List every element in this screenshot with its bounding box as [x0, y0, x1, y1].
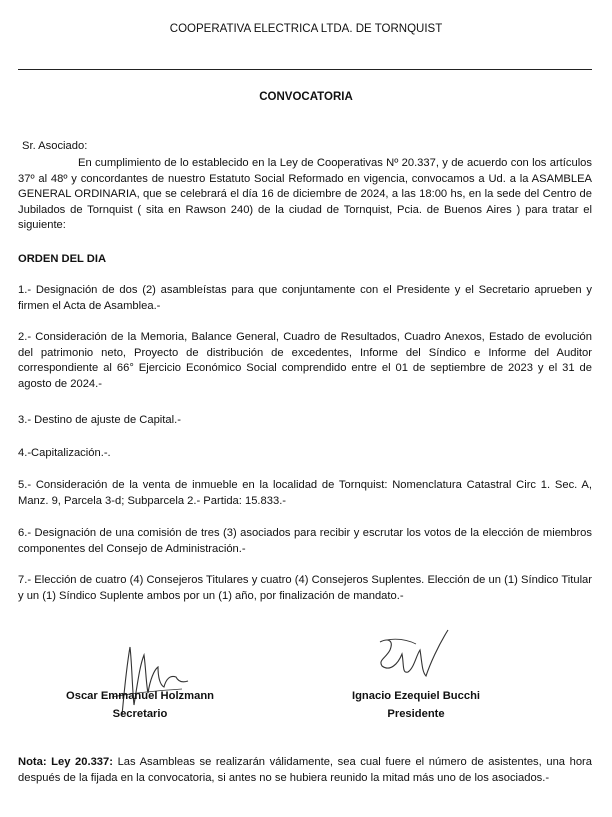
president-role: Presidente — [387, 708, 445, 720]
header-divider — [18, 69, 592, 70]
document-title: CONVOCATORIA — [259, 91, 353, 103]
secretary-role: Secretario — [112, 708, 168, 720]
agenda-item-2: 2.- Consideración de la Memoria, Balance General, Cuadro de Resultados, Cuadro Anexos, Estado de evolución del patrimonio neto, Proyecto de distribución de excedentes, Informe del Síndico e Informe del Auditor correspondiente al 66° Ejercicio Económico Social comprendido entre el 01 de septiembre de 2023 y el 31 de agosto de 2024.- — [18, 331, 592, 390]
salutation: Sr. Asociado: — [22, 140, 88, 152]
legal-note-text: Las Asambleas se realizarán válidamente, sea cual fuere el número de asistentes, una hora después de la fijada en la convocatoria, si antes no se hubiera reunido la mitad más uno de los asociados.- — [18, 756, 592, 784]
agenda-item-6: 6.- Designación de una comisión de tres (3) asociados para recibir y escrutar los votos de la elección de miembros componentes del Consejo de Administración.- — [18, 527, 592, 555]
agenda-item-7: 7.- Elección de cuatro (4) Consejeros Titulares y cuatro (4) Consejeros Suplentes. Elección de un (1) Síndico Titular y un (1) Síndico Suplente ambos por un (1) año, por finalización de mandato.- — [18, 574, 592, 602]
secretary-name: Oscar Emmanuel Holzmann — [66, 690, 214, 702]
president-signature-image — [368, 620, 458, 700]
agenda-title: ORDEN DEL DIA — [18, 253, 107, 265]
legal-note-label: Nota: Ley 20.337: — [18, 756, 113, 768]
agenda-item-5: 5.- Consideración de la venta de inmueble en la localidad de Tornquist: Nomenclatura Catastral Circ 1. Sec. A, Manz. 9, Parcela 3-d; Subparcela 2.- Partida: 15.833.- — [18, 479, 592, 507]
organization-header: COOPERATIVA ELECTRICA LTDA. DE TORNQUIST — [169, 23, 443, 35]
legal-note — [18, 755, 592, 786]
president-name: Ignacio Ezequiel Bucchi — [351, 690, 481, 702]
intro-paragraph — [18, 156, 592, 234]
agenda-item-3: 3.- Destino de ajuste de Capital.- — [18, 414, 181, 426]
agenda-item-4: 4.-Capitalización.-. — [18, 447, 111, 459]
agenda-item-1: 1.- Designación de dos (2) asambleístas para que conjuntamente con el Presidente y el Secretario aprueben y firmen el Acta de Asamblea.- — [18, 284, 592, 312]
intro-text: En cumplimiento de lo establecido en la Ley de Cooperativas Nº 20.337, y de acuerdo con los artículos 37º al 48º y concordantes de nuestro Estatuto Social Reformado en vigencia, convocamos a Ud. a la ASAMBLEA GENERAL ORDINARIA, que se celebrará el día 16 de diciembre de 2024, a las 18:00 hs, en la sede del Centro de Jubilados de Tornquist ( sita en Rawson 240) de la ciudad de Tornquist, Pcia. de Buenos Aires ) para tratar el siguiente: — [18, 157, 592, 231]
